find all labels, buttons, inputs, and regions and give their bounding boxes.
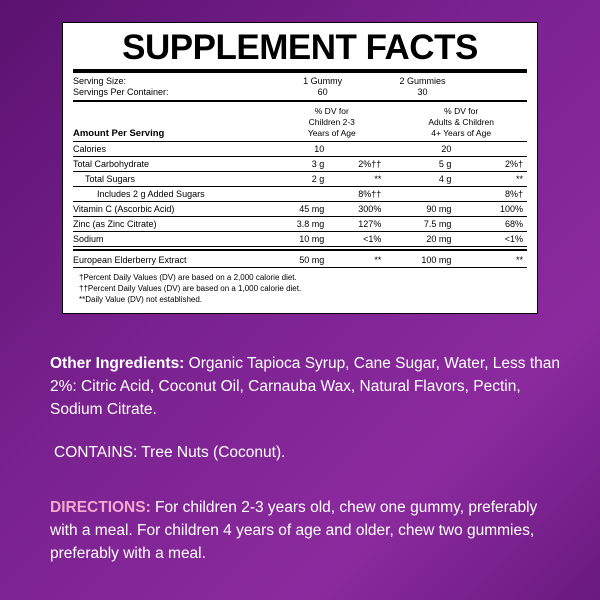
table-header-row bbox=[73, 104, 527, 142]
nutrient-amount-child: 3 g bbox=[268, 157, 336, 172]
nutrient-dv-child: ** bbox=[336, 172, 395, 187]
nutrient-dv-child: ** bbox=[336, 253, 395, 268]
table-row bbox=[73, 217, 527, 232]
servings-per-container-value-2: 30 bbox=[417, 87, 428, 97]
nutrient-amount-child: 45 mg bbox=[268, 202, 336, 217]
nutrition-table bbox=[73, 104, 527, 247]
nutrient-name: Vitamin C (Ascorbic Acid) bbox=[73, 202, 268, 217]
nutrient-dv-child: 300% bbox=[336, 202, 395, 217]
nutrient-amount-adult: 4 g bbox=[395, 172, 463, 187]
table-row bbox=[73, 157, 527, 172]
nutrient-amount-adult: 7.5 mg bbox=[395, 217, 463, 232]
botanical-table bbox=[73, 253, 527, 268]
nutrient-amount-adult bbox=[395, 187, 463, 202]
nutrient-amount-adult: 5 g bbox=[395, 157, 463, 172]
dv-adults-header-line3: 4+ Years of Age bbox=[431, 128, 492, 138]
table-row bbox=[73, 187, 527, 202]
servings-per-container-label: Servings Per Container: bbox=[73, 87, 169, 97]
nutrient-amount-child bbox=[268, 187, 336, 202]
nutrient-name: Sodium bbox=[73, 232, 268, 247]
contains-statement: CONTAINS: Tree Nuts (Coconut). bbox=[54, 444, 286, 461]
label-body-text bbox=[50, 352, 565, 565]
nutrient-name: Total Carbohydrate bbox=[73, 157, 268, 172]
nutrient-dv-child: 2%†† bbox=[336, 157, 395, 172]
dv-adults-header bbox=[395, 104, 527, 142]
title-divider bbox=[73, 69, 527, 73]
other-ingredients-text: Organic Tapioca Syrup, Cane Sugar, Water, Less than 2%: Citric Acid, Coconut Oil, Carnauba Wax, Natural Flavors, Pectin, Sodium Citrate. bbox=[50, 355, 561, 418]
nutrient-amount-child: 50 mg bbox=[268, 253, 336, 268]
nutrient-dv-adult: ** bbox=[463, 172, 527, 187]
footnote-dv-not-established: **Daily Value (DV) not established. bbox=[79, 295, 203, 304]
nutrient-amount-child: 10 mg bbox=[268, 232, 336, 247]
dv-children-header-line2: Children 2-3 bbox=[308, 117, 355, 127]
table-row bbox=[73, 253, 527, 268]
directions-label: DIRECTIONS: bbox=[50, 499, 151, 516]
table-row bbox=[73, 172, 527, 187]
nutrient-name: Total Sugars bbox=[73, 172, 268, 187]
table-row bbox=[73, 232, 527, 247]
nutrient-dv-child: 127% bbox=[336, 217, 395, 232]
footnote-dv-2000: †Percent Daily Values (DV) are based on a 2,000 calorie diet. bbox=[79, 273, 297, 282]
servings-per-container-row bbox=[73, 87, 527, 98]
nutrient-amount-child: 10 bbox=[268, 142, 336, 157]
footnotes bbox=[73, 272, 527, 305]
ingredient-divider bbox=[73, 249, 527, 251]
nutrient-name: Zinc (as Zinc Citrate) bbox=[73, 217, 268, 232]
nutrient-dv-adult: <1% bbox=[463, 232, 527, 247]
serving-size-value-2: 2 Gummies bbox=[399, 76, 446, 86]
nutrient-dv-child: 8%†† bbox=[336, 187, 395, 202]
directions-text: For children 2-3 years old, chew one gummy, preferably with a meal. For children 4 years of age and older, chew two gummies, preferably with a meal. bbox=[50, 499, 538, 562]
nutrient-amount-adult: 20 mg bbox=[395, 232, 463, 247]
dv-children-header-line3: Years of Age bbox=[307, 128, 356, 138]
serving-divider bbox=[73, 100, 527, 102]
nutrient-dv-adult: 8%† bbox=[463, 187, 527, 202]
nutrient-amount-adult: 90 mg bbox=[395, 202, 463, 217]
servings-per-container-value-1: 60 bbox=[317, 87, 328, 97]
dv-adults-header-line2: Adults & Children bbox=[428, 117, 494, 127]
nutrient-dv-adult: 68% bbox=[463, 217, 527, 232]
servings-per-container-pad bbox=[473, 87, 528, 98]
nutrient-name: Includes 2 g Added Sugars bbox=[73, 187, 268, 202]
table-row bbox=[73, 202, 527, 217]
table-row bbox=[73, 142, 527, 157]
dv-adults-header-line1: % DV for bbox=[444, 106, 479, 116]
nutrient-name: Calories bbox=[73, 142, 268, 157]
directions-paragraph bbox=[50, 496, 565, 565]
serving-size-pad bbox=[473, 76, 528, 87]
nutrient-amount-adult: 100 mg bbox=[395, 253, 463, 268]
nutrient-dv-child bbox=[336, 142, 395, 157]
nutrient-dv-adult: 2%† bbox=[463, 157, 527, 172]
amount-per-serving-header: Amount Per Serving bbox=[73, 104, 268, 142]
nutrient-amount-child: 2 g bbox=[268, 172, 336, 187]
nutrient-name: European Elderberry Extract bbox=[73, 253, 268, 268]
nutrient-dv-child: <1% bbox=[336, 232, 395, 247]
supplement-facts-panel bbox=[62, 22, 538, 314]
nutrient-amount-adult: 20 bbox=[395, 142, 463, 157]
panel-title: SUPPLEMENT FACTS bbox=[122, 28, 478, 67]
dv-children-header-line1: % DV for bbox=[314, 106, 349, 116]
serving-size-label: Serving Size: bbox=[73, 76, 127, 86]
serving-size-row bbox=[73, 76, 527, 87]
nutrient-dv-adult: ** bbox=[463, 253, 527, 268]
dv-children-header bbox=[268, 104, 395, 142]
nutrient-amount-child: 3.8 mg bbox=[268, 217, 336, 232]
serving-size-value-1: 1 Gummy bbox=[303, 76, 343, 86]
other-ingredients-paragraph bbox=[50, 352, 565, 421]
serving-info-table bbox=[73, 76, 527, 98]
nutrient-dv-adult: 100% bbox=[463, 202, 527, 217]
footnote-dv-1000: ††Percent Daily Values (DV) are based on a 1,000 calorie diet. bbox=[79, 284, 302, 293]
nutrient-dv-adult bbox=[463, 142, 527, 157]
other-ingredients-label: Other Ingredients: bbox=[50, 355, 185, 372]
